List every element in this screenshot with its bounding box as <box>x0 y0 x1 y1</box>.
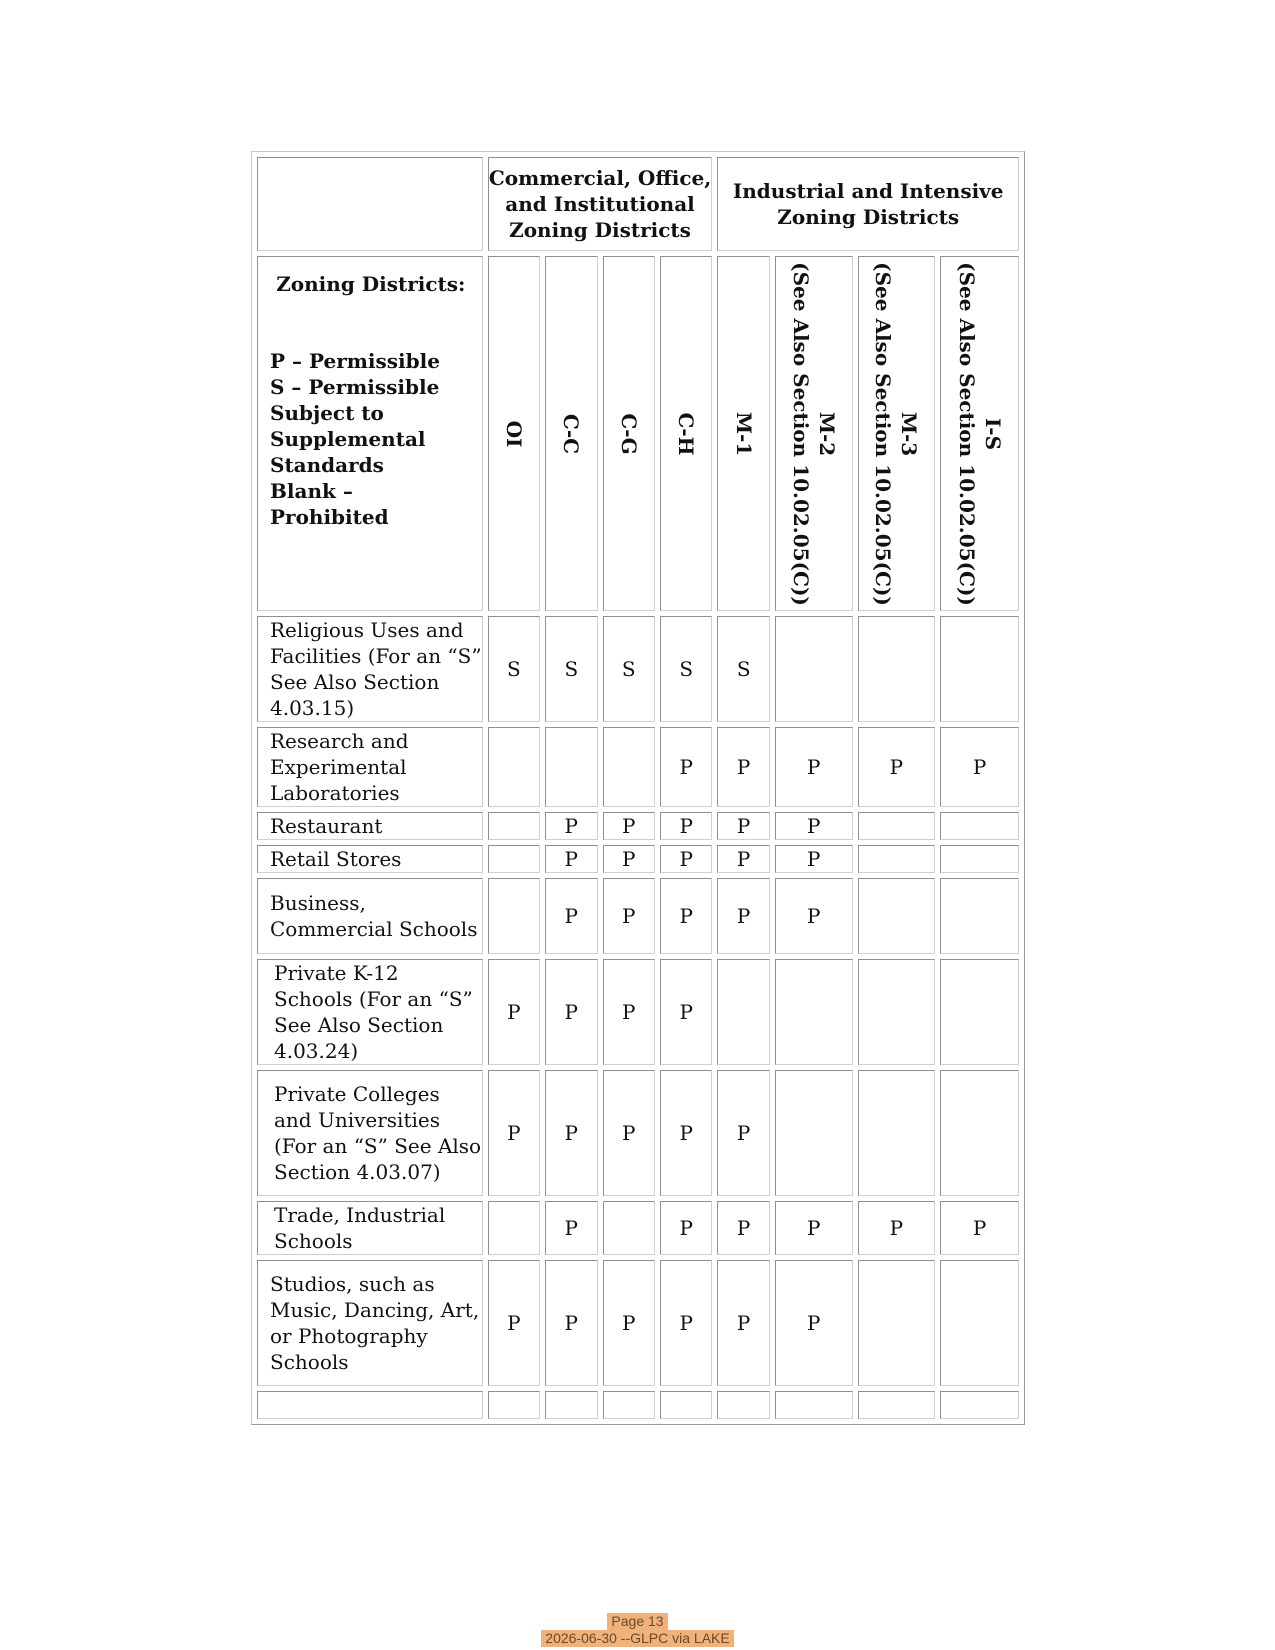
permission-cell <box>488 1201 540 1255</box>
page-footer <box>0 1613 1275 1647</box>
district-header-m-1 <box>717 256 769 611</box>
permission-cell <box>775 1070 853 1196</box>
permission-cell: P <box>545 1070 597 1196</box>
table-row <box>257 959 1019 1065</box>
permission-cell <box>488 812 540 840</box>
table-row <box>257 878 1019 954</box>
permission-cell: P <box>660 812 712 840</box>
permission-cell: P <box>660 878 712 954</box>
permission-cell: P <box>545 1201 597 1255</box>
district-header-c-h <box>660 256 712 611</box>
district-code: C-C <box>559 413 584 454</box>
permission-cell <box>603 1391 655 1419</box>
district-header-text <box>616 413 642 454</box>
legend-cell <box>257 256 483 611</box>
district-code: C-G <box>616 412 641 455</box>
district-code: I-S <box>980 417 1005 450</box>
permission-cell <box>940 616 1019 722</box>
use-label: Retail Stores <box>257 845 483 873</box>
print-stamp: 2026-06-30 --GLPC via LAKE <box>541 1630 733 1647</box>
permission-cell <box>488 845 540 873</box>
permission-cell <box>717 959 769 1065</box>
permission-cell: P <box>775 1201 853 1255</box>
table-row <box>257 812 1019 840</box>
permission-cell: P <box>775 812 853 840</box>
group-header-row <box>257 157 1019 251</box>
use-label: Studios, such as Music, Dancing, Art, or Photography Schools <box>257 1260 483 1386</box>
permission-cell <box>940 812 1019 840</box>
district-header-text <box>870 262 922 606</box>
permission-cell <box>660 1391 712 1419</box>
permission-cell: P <box>545 845 597 873</box>
permission-cell <box>940 845 1019 873</box>
permission-cell <box>858 1391 936 1419</box>
district-code: C-H <box>674 411 699 456</box>
permission-cell: P <box>858 727 936 807</box>
permission-cell: P <box>488 1070 540 1196</box>
permission-cell: P <box>488 959 540 1065</box>
permission-cell <box>858 845 936 873</box>
permission-cell: P <box>940 727 1019 807</box>
table-row <box>257 727 1019 807</box>
district-code: M-2 <box>814 411 839 456</box>
permission-cell <box>603 1201 655 1255</box>
permission-cell <box>775 616 853 722</box>
permission-cell <box>717 1391 769 1419</box>
permission-cell: S <box>488 616 540 722</box>
permission-cell: P <box>488 1260 540 1386</box>
use-label: Business, Commercial Schools <box>257 878 483 954</box>
district-header-text <box>731 411 757 455</box>
permission-cell <box>940 1070 1019 1196</box>
permission-cell <box>488 1391 540 1419</box>
permission-cell <box>545 1391 597 1419</box>
permission-cell <box>858 1070 936 1196</box>
district-header-row <box>257 256 1019 611</box>
district-header-text <box>501 420 527 447</box>
use-label: Private K-12 Schools (For an “S” See Also Section 4.03.24) <box>257 959 483 1065</box>
permission-cell: P <box>660 845 712 873</box>
legend-line-permissible: P – Permissible <box>270 349 440 373</box>
district-note: (See Also Section 10.02.05(C)) <box>871 261 896 606</box>
legend-title: Zoning Districts: <box>276 272 466 296</box>
group-header-industrial: Industrial and Intensive Zoning Districts <box>717 157 1019 251</box>
table-row <box>257 616 1019 722</box>
permission-cell: P <box>603 878 655 954</box>
table-row <box>257 1070 1019 1196</box>
district-header-c-g <box>603 256 655 611</box>
use-label: Restaurant <box>257 812 483 840</box>
district-code: M-3 <box>897 411 922 456</box>
page-number: Page 13 <box>607 1613 667 1630</box>
permission-cell: P <box>660 1201 712 1255</box>
permission-cell <box>858 878 936 954</box>
use-label: Trade, Industrial Schools <box>257 1201 483 1255</box>
district-header-text <box>673 412 699 455</box>
district-header-c-c <box>545 256 597 611</box>
table-row <box>257 1260 1019 1386</box>
permission-cell: P <box>660 1260 712 1386</box>
district-note: (See Also Section 10.02.05(C)) <box>788 261 813 606</box>
permission-cell <box>858 959 936 1065</box>
permission-cell <box>858 1260 936 1386</box>
permission-cell <box>940 878 1019 954</box>
permission-cell: P <box>660 727 712 807</box>
zoning-use-table <box>251 151 1025 1425</box>
table-row <box>257 1391 1019 1419</box>
district-header-oi <box>488 256 540 611</box>
blank-corner-cell <box>257 157 483 251</box>
permission-cell <box>545 727 597 807</box>
district-header-text <box>788 262 840 606</box>
permission-cell: P <box>717 878 769 954</box>
permission-cell: P <box>858 1201 936 1255</box>
permission-cell <box>940 1391 1019 1419</box>
group-header-commercial: Commercial, Office, and Institutional Zoning Districts <box>488 157 713 251</box>
use-label: Research and Experimental Laboratories <box>257 727 483 807</box>
permission-cell <box>858 812 936 840</box>
permission-cell: S <box>545 616 597 722</box>
permission-cell: P <box>717 1201 769 1255</box>
permission-cell: P <box>717 1070 769 1196</box>
use-label <box>257 1391 483 1419</box>
permission-cell: P <box>660 959 712 1065</box>
permission-cell: P <box>775 1260 853 1386</box>
permission-cell: P <box>775 878 853 954</box>
use-label: Religious Uses and Facilities (For an “S” See Also Section 4.03.15) <box>257 616 483 722</box>
permission-cell: P <box>603 1260 655 1386</box>
permission-cell <box>603 727 655 807</box>
table-row <box>257 1201 1019 1255</box>
permission-cell <box>488 878 540 954</box>
district-note: (See Also Section 10.02.05(C)) <box>954 261 979 606</box>
permission-cell: P <box>717 727 769 807</box>
district-header-text <box>558 413 584 453</box>
permission-cell: P <box>603 845 655 873</box>
permission-cell: P <box>775 727 853 807</box>
permission-cell: P <box>545 878 597 954</box>
permission-cell <box>775 1391 853 1419</box>
district-header-i-s <box>940 256 1019 611</box>
permission-cell <box>940 959 1019 1065</box>
permission-cell <box>858 616 936 722</box>
district-header-m-3 <box>858 256 936 611</box>
permission-cell: P <box>660 1070 712 1196</box>
table-row <box>257 845 1019 873</box>
permission-cell: P <box>545 812 597 840</box>
use-label: Private Colleges and Universities (For an “S” See Also Section 4.03.07) <box>257 1070 483 1196</box>
permission-cell: P <box>717 812 769 840</box>
permission-cell <box>940 1260 1019 1386</box>
permission-cell: S <box>603 616 655 722</box>
permission-cell: P <box>545 959 597 1065</box>
permission-cell: P <box>775 845 853 873</box>
permission-cell: P <box>717 845 769 873</box>
permission-cell: S <box>660 616 712 722</box>
permission-cell <box>775 959 853 1065</box>
permission-cell: P <box>603 812 655 840</box>
legend-line-supplemental: S – Permissible Subject to Supplemental Standards <box>270 375 440 477</box>
legend-line-prohibited: Blank – Prohibited <box>270 479 389 529</box>
permission-cell: P <box>603 1070 655 1196</box>
district-header-text <box>954 262 1006 606</box>
permission-cell: P <box>545 1260 597 1386</box>
permission-cell: S <box>717 616 769 722</box>
district-header-m-2 <box>775 256 853 611</box>
district-code: OI <box>501 420 526 447</box>
permission-cell: P <box>940 1201 1019 1255</box>
permission-cell: P <box>717 1260 769 1386</box>
district-code: M-1 <box>731 411 756 456</box>
permission-cell <box>488 727 540 807</box>
permission-cell: P <box>603 959 655 1065</box>
